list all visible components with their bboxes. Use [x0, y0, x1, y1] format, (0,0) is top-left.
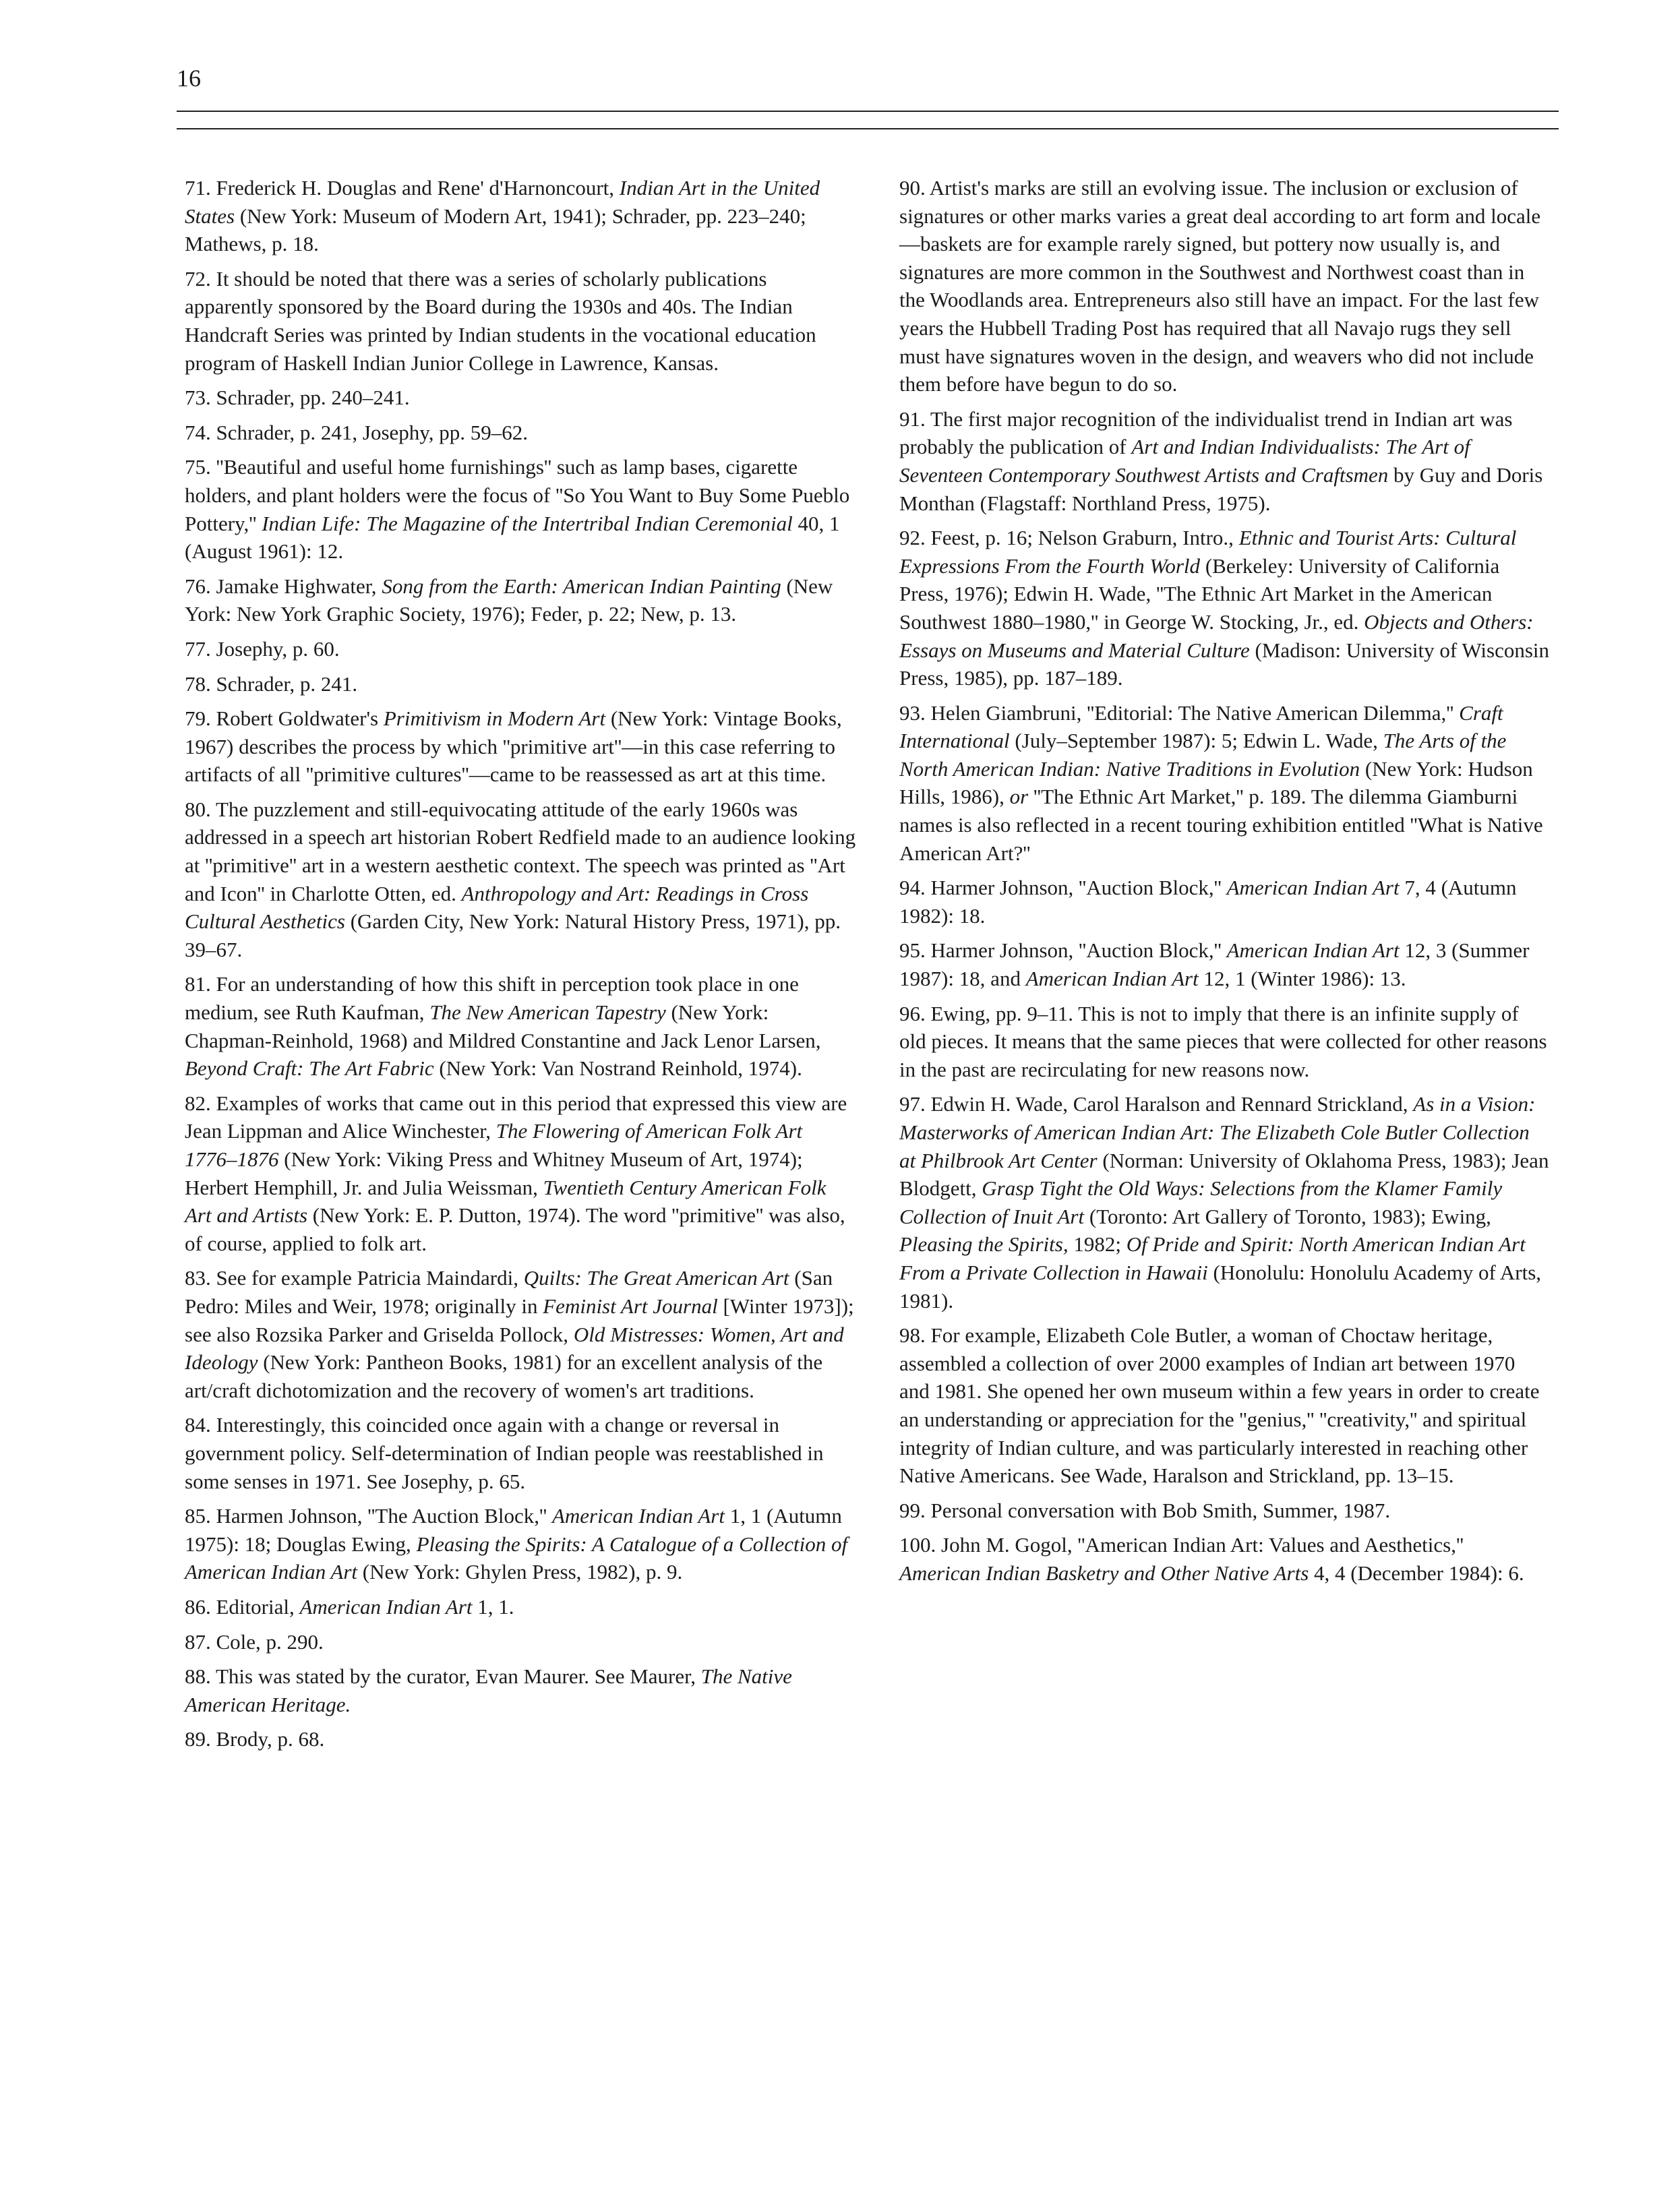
- endnote: 73. Schrader, pp. 240–241.: [185, 386, 410, 410]
- page-number: 16: [177, 65, 201, 92]
- endnote: 86. Editorial, American Indian Art 1, 1.: [185, 1594, 514, 1619]
- endnote: 96. Ewing, pp. 9–11. This is not to imply that there is an infinite supply of old pieces. It means that the same pieces that were collected for other reasons in the past are recirculating for new reasons now.: [899, 1001, 1547, 1081]
- endnote: 91. The first major recognition of the individualist trend in Indian art was probably the publication of Art and Indian Individualists: The Art of Seventeen Contemporary Southwest Artists and Craftsmen by Guy and Doris Monthan (Flagstaff: Northland Press, 1975).: [899, 406, 1543, 515]
- endnote: 100. John M. Gogol, ''American Indian Art: Values and Aesthetics,'' American Indian Basketry and Other Native Arts 4, 4 (December 1984): 6.: [899, 1533, 1524, 1585]
- endnote: 71. Frederick H. Douglas and Rene' d'Harnoncourt, Indian Art in the United States (New York: Museum of Modern Art, 1941); Schrader, pp. 223–240; Mathews, p. 18.: [185, 176, 820, 256]
- endnote: 79. Robert Goldwater's Primitivism in Modern Art (New York: Vintage Books, 1967) describes the process by which ''primitive art''—in this case referring to artifacts of all ''primitive cultures''—came to be reassessed as art at this time.: [185, 706, 842, 787]
- notes-column-right: [899, 174, 1550, 1594]
- endnote: 89. Brody, p. 68.: [185, 1727, 325, 1751]
- endnote: 84. Interestingly, this coincided once again with a change or reversal in government policy. Self-determination of Indian people was reestablished in some senses in 1971. See Josephy, p. 65.: [185, 1413, 824, 1493]
- endnote: 81. For an understanding of how this shift in perception took place in one medium, see Ruth Kaufman, The New American Tapestry (New York: Chapman-Reinhold, 1968) and Mildred Constantine and Jack Lenor Larsen, Beyond Craft: The Art Fabric (New York: Van Nostrand Reinhold, 1974).: [185, 972, 821, 1081]
- endnote: 88. This was stated by the curator, Evan Maurer. See Maurer, The Native American Heritage.: [185, 1664, 792, 1716]
- endnote: 78. Schrader, p. 241.: [185, 671, 358, 696]
- endnote: 77. Josephy, p. 60.: [185, 636, 340, 661]
- endnote: 75. ''Beautiful and useful home furnishings'' such as lamp bases, cigarette holders, and plant holders were the focus of ''So You Want to Buy Some Pueblo Pottery,'' Indian Life: The Magazine of the Intertribal Indian Ceremonial 40, 1 (August 1961): 12.: [185, 455, 850, 564]
- endnote: 72. It should be noted that there was a series of scholarly publications apparently sponsored by the Board during the 1930s and 40s. The Indian Handcraft Series was printed by Indian students in the vocational education program of Haskell Indian Junior College in Lawrence, Kansas.: [185, 266, 816, 375]
- endnote: 98. For example, Elizabeth Cole Butler, a woman of Choctaw heritage, assembled a collection of over 2000 examples of Indian art between 1970 and 1981. She opened her own museum within a few years in order to create an understanding or appreciation for the ''genius,'' ''creativity,'' and spiritual integrity of Indian culture, and was particularly interested in reaching other Native Americans. See Wade, Haralson and Strickland, pp. 13–15.: [899, 1323, 1540, 1488]
- endnote: 99. Personal conversation with Bob Smith, Summer, 1987.: [899, 1498, 1391, 1522]
- header-rule-top: [177, 111, 1559, 112]
- endnote: 82. Examples of works that came out in this period that expressed this view are Jean Lippman and Alice Winchester, The Flowering of American Folk Art 1776–1876 (New York: Viking Press and Whitney Museum of Art, 1974); Herbert Hemphill, Jr. and Julia Weissman, Twentieth Century American Folk Art and Artists (New York: E. P. Dutton, 1974). The word ''primitive'' was also, of course, applied to folk art.: [185, 1091, 847, 1255]
- endnote: 74. Schrader, p. 241, Josephy, pp. 59–62.: [185, 420, 529, 444]
- header-rule-bottom: [177, 128, 1559, 129]
- endnote: 76. Jamake Highwater, Song from the Earth: American Indian Painting (New York: New York Graphic Society, 1976); Feder, p. 22; New, p. 13.: [185, 574, 833, 626]
- endnote: 95. Harmer Johnson, ''Auction Block,'' American Indian Art 12, 3 (Summer 1987): 18, and American Indian Art 12, 1 (Winter 1986): 13.: [899, 938, 1530, 991]
- endnote: 92. Feest, p. 16; Nelson Graburn, Intro., Ethnic and Tourist Arts: Cultural Expressions From the Fourth World (Berkeley: University of California Press, 1976); Edwin H. Wade, ''The Ethnic Art Market in the American Southwest 1880–1980,'' in George W. Stocking, Jr., ed. Objects and Others: Essays on Museums and Material Culture (Madison: University of Wisconsin Press, 1985), pp. 187–189.: [899, 526, 1549, 690]
- endnote: 93. Helen Giambruni, ''Editorial: The Native American Dilemma,'' Craft International (July–September 1987): 5; Edwin L. Wade, The Arts of the North American Indian: Native Traditions in Evolution (New York: Hudson Hills, 1986), or ''The Ethnic Art Market,'' p. 189. The dilemma Giamburni names is also reflected in a recent touring exhibition entitled ''What is Native American Art?'': [899, 700, 1543, 865]
- endnote: 85. Harmen Johnson, ''The Auction Block,'' American Indian Art 1, 1 (Autumn 1975): 18; Douglas Ewing, Pleasing the Spirits: A Catalogue of a Collection of American Indian Art (New York: Ghylen Press, 1982), p. 9.: [185, 1504, 848, 1584]
- endnote: 94. Harmer Johnson, ''Auction Block,'' American Indian Art 7, 4 (Autumn 1982): 18.: [899, 876, 1517, 928]
- endnote: 90. Artist's marks are still an evolving issue. The inclusion or exclusion of signatures or other marks varies a great deal according to art form and locale—baskets are for example rarely signed, but pottery now usually is, and signatures are more common in the Southwest and Northwest coast than in the Woodlands area. Entrepreneurs also still have an impact. For the last few years the Hubbell Trading Post has required that all Navajo rugs they sell must have signatures woven in the design, and weavers who did not include them before have begun to do so.: [899, 176, 1541, 396]
- endnote: 83. See for example Patricia Maindardi, Quilts: The Great American Art (San Pedro: Miles and Weir, 1978; originally in Feminist Art Journal [Winter 1973]); see also Rozsika Parker and Griselda Pollock, Old Mistresses: Women, Art and Ideology (New York: Pantheon Books, 1981) for an excellent analysis of the art/craft dichotomization and the recovery of women's art traditions.: [185, 1266, 854, 1402]
- endnote: 97. Edwin H. Wade, Carol Haralson and Rennard Strickland, As in a Vision: Masterworks of American Indian Art: The Elizabeth Cole Butler Collection at Philbrook Art Center (Norman: University of Oklahoma Press, 1983); Jean Blodgett, Grasp Tight the Old Ways: Selections from the Klamer Family Collection of Inuit Art (Toronto: Art Gallery of Toronto, 1983); Ewing, Pleasing the Spirits, 1982; Of Pride and Spirit: North American Indian Art From a Private Collection in Hawaii (Honolulu: Honolulu Academy of Arts, 1981).: [899, 1092, 1549, 1313]
- endnote: 80. The puzzlement and still-equivocating attitude of the early 1960s was addressed in a speech art historian Robert Redfield made to an audience looking at ''primitive'' art in a western aesthetic context. The speech was printed as ''Art and Icon'' in Charlotte Otten, ed. Anthropology and Art: Readings in Cross Cultural Aesthetics (Garden City, New York: Natural History Press, 1971), pp. 39–67.: [185, 797, 856, 961]
- endnote: 87. Cole, p. 290.: [185, 1629, 324, 1654]
- notes-column-left: [185, 174, 858, 1760]
